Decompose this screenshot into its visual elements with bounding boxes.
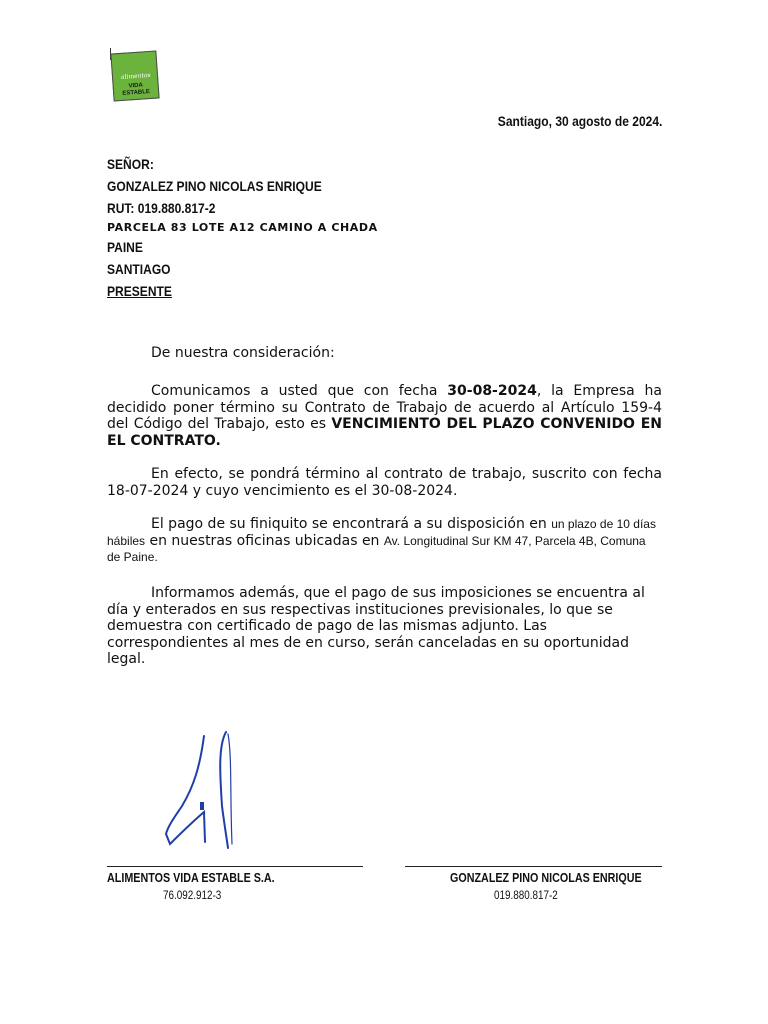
p1-text-b: , la Empresa ha decidido poner término su Contrato de Trabajo de acuerdo al Artículo 159-4 del Código del Trabajo, esto es	[107, 383, 662, 432]
paragraph-settlement	[107, 516, 662, 566]
signature-line-employee	[405, 866, 662, 867]
logo-text-line1: VIDA	[128, 82, 144, 90]
p3-text-a: El pago de su finiquito se encontrará a su disposición en	[151, 516, 552, 532]
recipient-rut: RUT: 019.880.817-2	[107, 200, 216, 216]
p3-text-c: en nuestras oficinas ubicadas en	[145, 532, 384, 549]
paragraph-termination	[107, 383, 662, 449]
signature-line-company	[107, 866, 363, 867]
greeting-text: De nuestra consideración:	[151, 345, 335, 361]
paragraph-contract-dates	[107, 466, 662, 499]
recipient-city: SANTIAGO	[107, 261, 171, 277]
greeting	[107, 345, 662, 362]
p3-office-address: Av. Longitudinal Sur KM 47, Parcela 4B, Comuna de Paine.	[107, 533, 646, 564]
logo-text-line2: ESTABLE	[122, 89, 151, 97]
employee-rut: 019.880.817-2	[494, 890, 558, 902]
termination-reason: VENCIMIENTO DEL PLAZO CONVENIDO EN EL CONTRATO.	[107, 416, 662, 449]
paragraph-contributions	[107, 585, 662, 668]
p4-text: Informamos además, que el pago de sus imposiciones se encuentra al día y enterados en sus respectivas instituciones previsionales, lo que se demuestra con certificado de pago de las mismas adjunto. Las correspondientes al mes de en curso, serán canceladas en su oportunidad legal.	[107, 585, 645, 667]
p1-text-a: Comunicamos a usted que con fecha	[151, 383, 448, 399]
p3-deadline: un plazo de 10 días hábiles	[107, 517, 656, 548]
handwritten-signature	[160, 726, 254, 850]
recipient-address: PARCELA 83 LOTE A12 CAMINO A CHADA	[107, 221, 378, 234]
termination-date: 30-08-2024	[447, 383, 537, 399]
recipient-present: PRESENTE	[107, 283, 172, 299]
p2-text: En efecto, se pondrá término al contrato de trabajo, suscrito con fecha 18-07-2024 y cuyo vencimiento es el 30-08-2024.	[107, 466, 662, 499]
employee-name: GONZALEZ PINO NICOLAS ENRIQUE	[450, 871, 642, 885]
company-rut: 76.092.912-3	[163, 890, 222, 902]
company-logo	[110, 50, 159, 101]
company-name: ALIMENTOS VIDA ESTABLE S.A.	[107, 871, 275, 885]
recipient-name: GONZALEZ PINO NICOLAS ENRIQUE	[107, 178, 322, 194]
recipient-commune: PAINE	[107, 239, 143, 255]
logo-script-text: alimentos	[120, 71, 151, 81]
letter-date: Santiago, 30 agosto de 2024.	[497, 113, 662, 129]
recipient-salutation: SEÑOR:	[107, 156, 154, 172]
